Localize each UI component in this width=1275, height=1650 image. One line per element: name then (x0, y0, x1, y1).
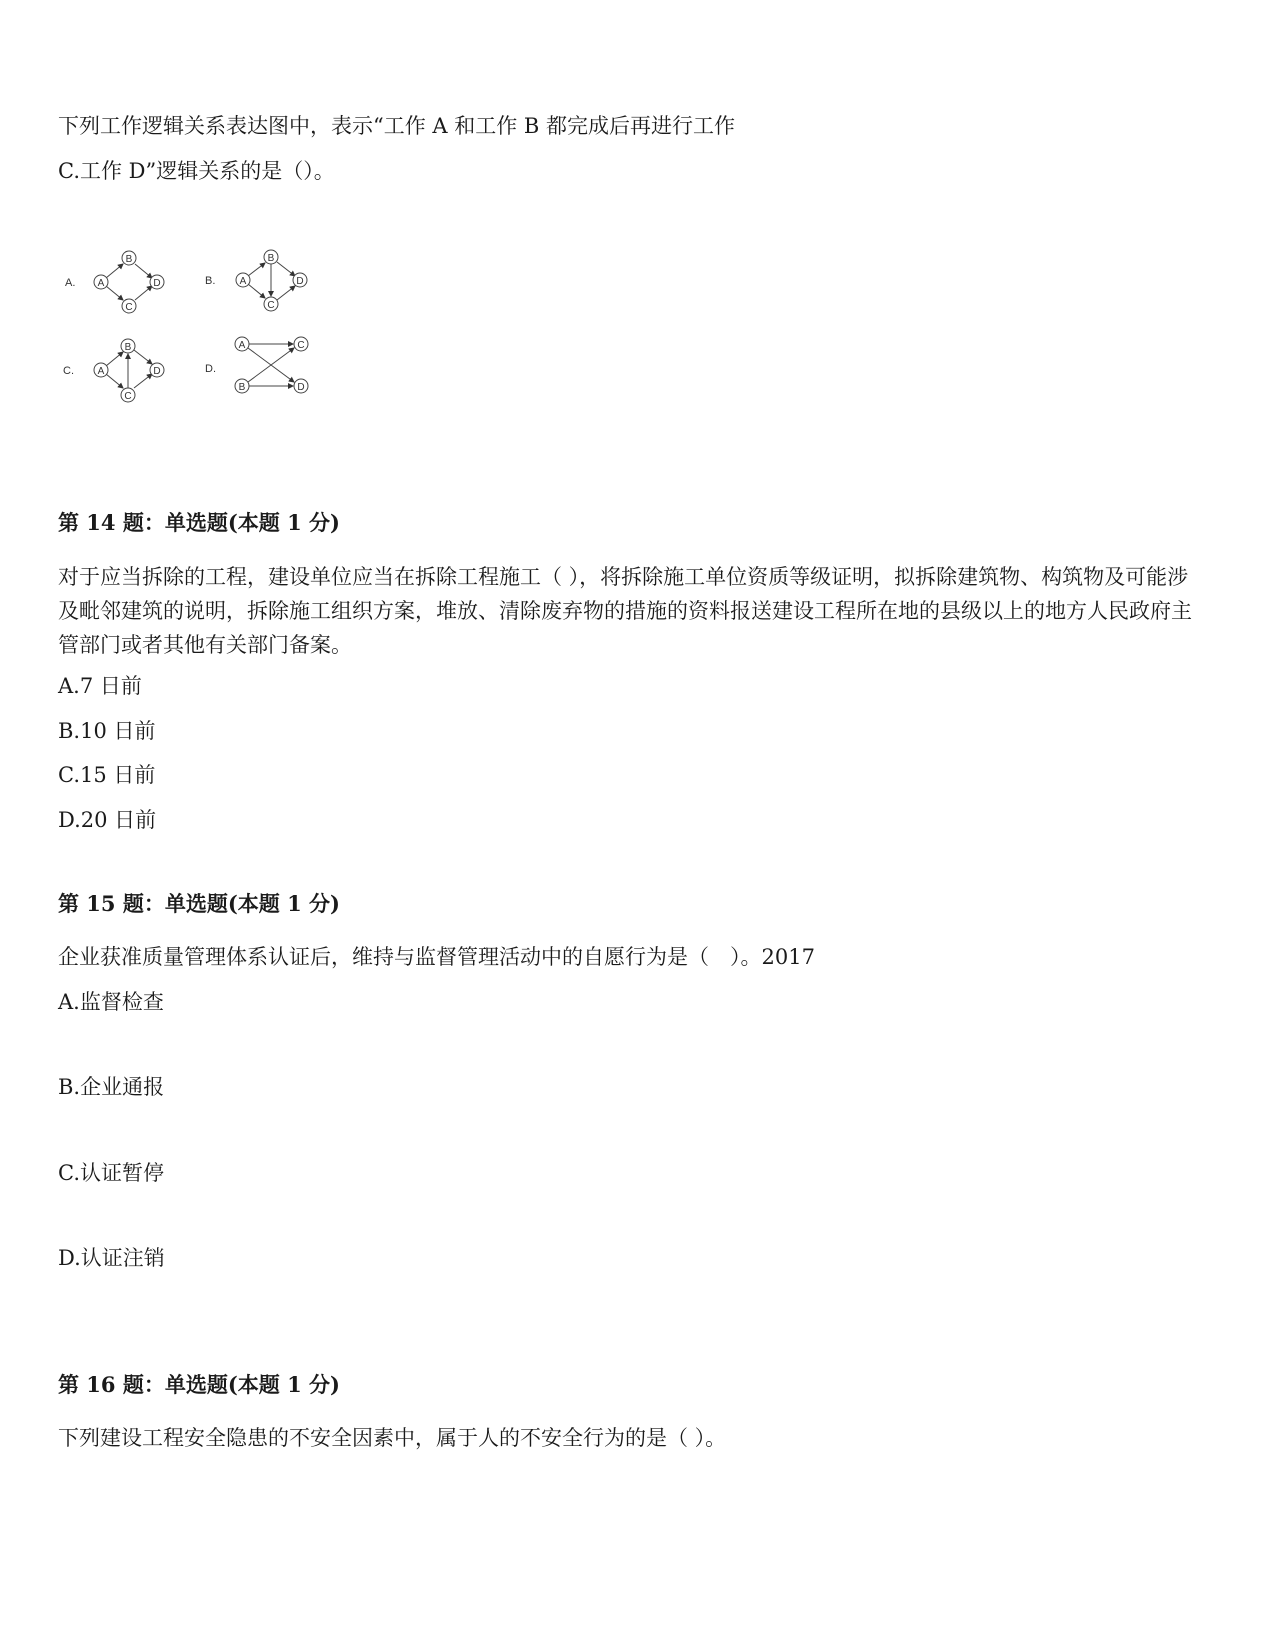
svg-text:A: A (97, 278, 105, 289)
svg-text:B: B (125, 254, 133, 265)
diagram-option-c (63, 339, 164, 402)
q15-option-b: B.企业通报 (58, 1075, 165, 1099)
svg-text:B: B (267, 253, 275, 264)
svg-text:D: D (153, 366, 161, 377)
q14-option-b: B.10 日前 (58, 719, 156, 743)
svg-text:A: A (238, 340, 246, 351)
svg-text:C: C (125, 302, 133, 313)
svg-text:B: B (124, 342, 132, 353)
q13-network-diagrams (55, 238, 335, 418)
svg-text:C: C (267, 300, 275, 311)
diagram-label-d: D. (205, 363, 216, 375)
svg-text:A: A (239, 276, 247, 287)
q14-option-d: D.20 日前 (58, 808, 157, 832)
q15-option-c: C.认证暂停 (58, 1161, 164, 1185)
diagram-label-b: B. (205, 275, 216, 287)
svg-text:D: D (296, 276, 304, 287)
q15-option-d: D.认证注销 (58, 1246, 165, 1270)
diagram-option-a (65, 251, 164, 313)
diagram-label-c: C. (63, 365, 74, 377)
q16-heading: 第 16 题：单选题(本题 1 分) (58, 1372, 340, 1397)
svg-text:D: D (297, 382, 305, 393)
q13-stem-line2: C.工作 D”逻辑关系的是（）。 (58, 159, 335, 183)
q14-stem: 对于应当拆除的工程，建设单位应当在拆除工程施工（ ），将拆除施工单位资质等级证明，拟拆除建筑物、构筑物及可能涉及毗邻建筑的说明，拆除施工组织方案，堆放、清除废弃物的措施的资料报送建设工程所在地的县级以上的地方人民政府主管部门或者其他有关部门备案。 (58, 565, 1192, 657)
diagram-option-b (205, 250, 307, 311)
diagram-label-a: A. (65, 277, 76, 289)
svg-text:D: D (153, 278, 161, 289)
q15-heading: 第 15 题：单选题(本题 1 分) (58, 891, 340, 916)
svg-text:A: A (97, 366, 105, 377)
svg-text:B: B (238, 382, 246, 393)
diagram-option-d (205, 337, 308, 393)
q13-stem-line1: 下列工作逻辑关系表达图中，表示“工作 A 和工作 B 都完成后再进行工作 (58, 114, 736, 138)
q14-option-a: A.7 日前 (58, 674, 142, 698)
q15-stem: 企业获准质量管理体系认证后，维持与监督管理活动中的自愿行为是（ ）。2017 (58, 945, 815, 969)
q15-option-a: A.监督检查 (58, 990, 164, 1014)
q14-heading: 第 14 题：单选题(本题 1 分) (58, 510, 340, 535)
q16-stem: 下列建设工程安全隐患的不安全因素中，属于人的不安全行为的是（ ）。 (58, 1426, 727, 1450)
svg-text:C: C (297, 340, 305, 351)
q14-option-c: C.15 日前 (58, 763, 156, 787)
svg-text:C: C (124, 391, 132, 402)
